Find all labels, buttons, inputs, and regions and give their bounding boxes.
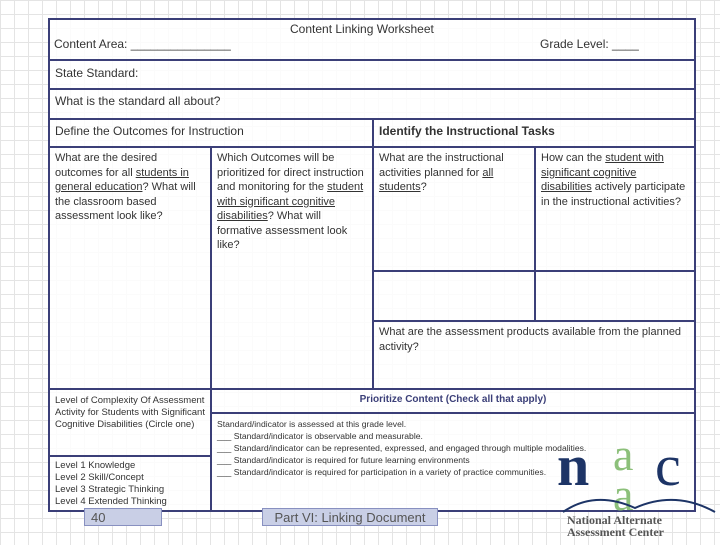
- question-emphasis: students in general education: [55, 166, 189, 193]
- svg-text:c: c: [655, 433, 681, 498]
- state-standard-row: State Standard:: [48, 59, 696, 90]
- question-text: actively participate in the instructional activities?: [541, 181, 686, 208]
- grade-level-field: Grade Level: ____: [540, 37, 639, 51]
- question-text: What are the instructional activities planned for: [379, 152, 504, 179]
- prioritize-item[interactable]: ___ Standard/indicator is required for participation in a variety of practice communities.: [217, 467, 547, 477]
- svg-text:a: a: [613, 430, 634, 480]
- svg-text:n: n: [557, 433, 590, 498]
- question-text: ? What will formative assessment look like?: [217, 210, 348, 251]
- question-participation: [534, 146, 696, 272]
- question-prioritized-outcomes: [210, 146, 374, 390]
- outcomes-header: Define the Outcomes for Instruction: [48, 118, 374, 148]
- prioritize-header: Prioritize Content (Check all that apply): [210, 388, 696, 414]
- prioritize-item[interactable]: ___ Standard/indicator is observable and measurable.: [217, 431, 423, 441]
- question-emphasis: student with significant cognitive disabilities: [541, 152, 664, 193]
- level-option[interactable]: Level 4 Extended Thinking: [55, 496, 167, 507]
- question-text: What are the desired outcomes for all: [55, 152, 158, 179]
- level-option[interactable]: Level 3 Strategic Thinking: [55, 484, 165, 495]
- worksheet-header: [48, 18, 696, 61]
- answer-cell-participation[interactable]: [534, 270, 696, 322]
- level-option[interactable]: Level 1 Knowledge: [55, 460, 136, 471]
- logo-line1: National Alternate: [567, 513, 662, 527]
- footer-title: Part VI: Linking Document: [262, 508, 438, 526]
- question-text: ?: [420, 181, 427, 193]
- answer-cell-activities[interactable]: [372, 270, 536, 322]
- prioritize-item: Standard/indicator is assessed at this grade level.: [217, 419, 407, 429]
- tasks-header: Identify the Instructional Tasks: [372, 118, 696, 148]
- question-text: How can the: [541, 152, 606, 164]
- prioritize-item[interactable]: ___ Standard/indicator can be represented, expressed, and engaged through multiple modalities.: [217, 443, 587, 453]
- worksheet-title: Content Linking Worksheet: [290, 22, 434, 36]
- assessment-products-cell: What are the assessment products available from the planned activity?: [372, 320, 696, 390]
- page-number: 40: [84, 508, 162, 526]
- question-text: ? What will the classroom based assessment look like?: [55, 181, 196, 222]
- svg-text:a: a: [613, 469, 634, 520]
- prioritize-item[interactable]: ___ Standard/indicator is required for future learning environments: [217, 455, 470, 465]
- logo-line2: Assessment Center: [567, 525, 664, 539]
- standard-about-row: What is the standard all about?: [48, 88, 696, 120]
- content-area-field: Content Area: _______________: [54, 37, 231, 51]
- question-emphasis: all students: [379, 166, 494, 193]
- question-instructional-activities: [372, 146, 536, 272]
- question-emphasis: student with significant cognitive disabilities: [217, 181, 364, 222]
- level-option[interactable]: Level 2 Skill/Concept: [55, 472, 144, 483]
- question-desired-outcomes: [48, 146, 212, 390]
- question-text: Which Outcomes will be prioritized for direct instruction and monitoring for the: [217, 152, 364, 193]
- complexity-levels: [48, 455, 212, 512]
- naac-logo: [555, 430, 720, 540]
- complexity-label: Level of Complexity Of Assessment Activity for Students with Significant Cognitive Disabilities (Circle one): [48, 388, 212, 457]
